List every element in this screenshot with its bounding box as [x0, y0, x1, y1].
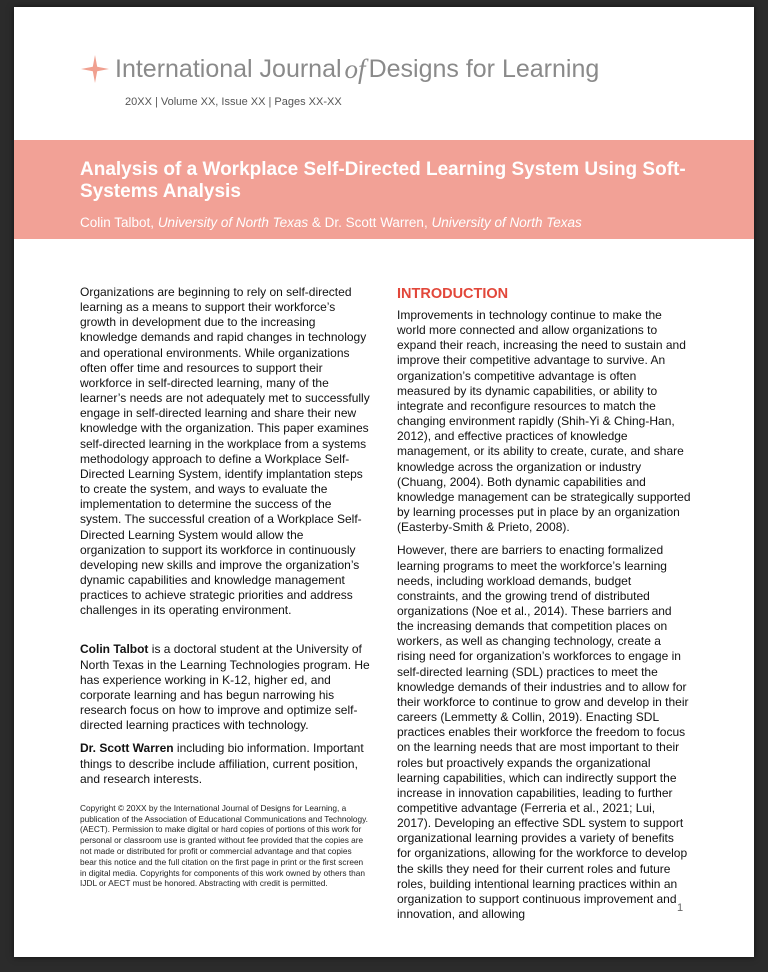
author1-affiliation: University of North Texas [157, 215, 309, 230]
journal-name-of: of [344, 53, 366, 84]
bio-author1-text: is a doctoral student at the University of North Texas in the Learning Technologies program. He has experience working in K-12, higher ed, and corporate learning and has begun narrowing his research focus on how to improve and optimize self-directed learning practices with technology. [80, 642, 370, 733]
intro-paragraph-2: However, there are barriers to enacting formalized learning programs to meet the workforce’s learning needs, including workload demands, budget constraints, and the growing trend of distributed organizations (Noe et al., 2014). These barriers and the increasing demands that competition places on workers, as well as changing technology, create a rising need for organization’s workforces to engage in self-directed learning (SDL) practices to meet the knowledge demands of their industries and to allow for their workforce to continue to grow and develop in their careers (Lemmetty & Collin, 2019). Enacting SDL practices enables their workforce the freedom to focus on the learning needs that are most important to their roles but proactively expands the organizational learning capabilities, which can indirectly support the increase in innovation capabilities, leading to further competitive advantage (Ferreria et al., 2021; Lui, 2017). Developing an effective SDL system to support organizational learning provides a variety of benefits for organizations, allowing for the workforce to develop the skills they need for their current roles and future roles, building intentional learning practices within an organization to support continuous improvement and innovation, and allowing [397, 543, 689, 922]
article-title: Analysis of a Workplace Self-Directed Learning System Using Soft-Systems Analysis [80, 159, 686, 202]
intro-paragraph-1: Improvements in technology continue to make the world more connected and allow organizations to expand their reach, increasing the need to sustain and improve their competitive advantage to survive. An organization’s competitive advantage is often measured by its dynamic capabilities, or ability to integrate and reconfigure resources to match the changing environment rapidly (Shih-Yi & Ching-Han, 2012), and effective practices of knowledge management, or its ability to create, curate, and share knowledge across the organization or industry (Chuang, 2004). Both dynamic capabilities and knowledge management can be strategically supported by learning processes put in place by an organization (Easterby-Smith & Prieto, 2008). [397, 308, 691, 535]
author1-name: Colin Talbot [80, 215, 151, 230]
bio-author1-name: Colin Talbot [80, 642, 149, 657]
copyright-notice: Copyright © 20XX by the International Journal of Designs for Learning, a publication of the Association of Educational Communications and Technology. (AECT). Permission to make digital or hard copies of portions of this work for personal or classroom use is granted without fee provided that the copies are not made or distributed for profit or commercial advantage and that copies bear this notice and the full citation on the first page in print or the first screen in digital media. Copyrights for components of this work owned by others than IJDL or AECT must be honored. Abstracting with credit is permitted. [80, 802, 368, 889]
journal-name-part2: Designs for Learning [368, 54, 600, 83]
section-heading-introduction: INTRODUCTION [397, 286, 509, 302]
document-page [14, 7, 754, 957]
bio-author2 [80, 741, 370, 786]
author-separator: & [311, 215, 321, 230]
four-point-star-icon [80, 54, 110, 84]
bio-author1 [80, 642, 370, 733]
bio-author2-name: Dr. Scott Warren [80, 741, 174, 756]
right-column [397, 285, 691, 930]
abstract: Organizations are beginning to rely on self-directed learning as a means to support their workforce’s growth in development due to the increasing knowledge demands and rapid changes in technology and operational environments. While organizations often offer time and resources to support their workforce in self-directed learning, many of the learner’s needs are not adequately met to successfully engage in self-directed learning and share their new knowledge with the organization. This paper examines self-directed learning in the workplace from a systems methodology approach to define a Workplace Self-Directed Learning System, identify implantation steps to create the system, and ways to evaluate the implementation to determine the success of the system. The successful creation of a Workplace Self-Directed Learning System would allow the organization to support its workforce in continuously developing new skills and improve the organization’s dynamic capabilities and knowledge management practices to achieve strategic priorities and address challenges in its operating environment. [80, 285, 370, 618]
journal-masthead [80, 49, 720, 89]
journal-name-part1: International Journal [115, 54, 342, 83]
issue-line: 20XX | Volume XX, Issue XX | Pages XX-XX [125, 96, 342, 108]
author2-affiliation: University of North Texas [431, 215, 582, 230]
author-line: Colin Talbot, University of North Texas & Dr. Scott Warren, University of North Texas [80, 215, 582, 230]
author2-name: Dr. Scott Warren [324, 215, 424, 230]
bio-author2-text: including bio information. Important things to describe include affiliation, current position, and research interests. [80, 741, 364, 786]
page-number: 1 [677, 902, 684, 914]
left-column [80, 285, 370, 889]
